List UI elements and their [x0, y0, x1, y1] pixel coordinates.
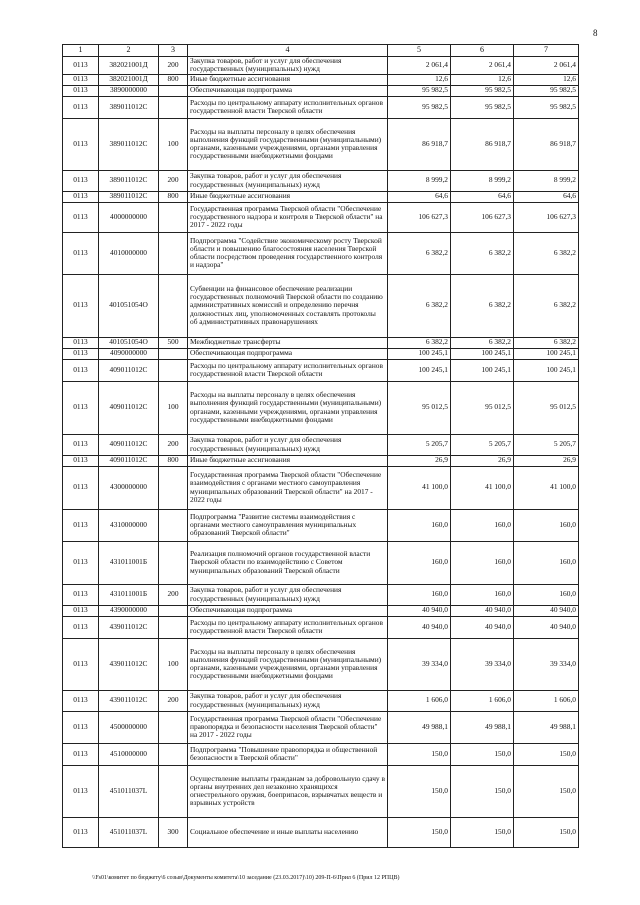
- expense-type-cell: [159, 202, 188, 232]
- amount-2017-cell: 40 940,0: [388, 605, 451, 616]
- target-code-cell: 431011001Б: [99, 541, 159, 584]
- amount-2019-cell: 41 100,0: [514, 466, 579, 509]
- amount-2019-cell: 8 999,2: [514, 170, 579, 191]
- amount-2018-cell: 64,6: [451, 191, 514, 202]
- header-col-7: 7: [514, 45, 579, 57]
- item-description-cell: Закупка товаров, работ и услуг для обеспечения государственных (муниципальных) нужд: [188, 434, 388, 455]
- header-col-6: 6: [451, 45, 514, 57]
- section-code-cell: 0113: [63, 74, 99, 85]
- target-code-cell: 431011001Б: [99, 584, 159, 605]
- section-code-cell: 0113: [63, 455, 99, 466]
- table-row: [63, 817, 579, 847]
- amount-2019-cell: 2 061,4: [514, 57, 579, 75]
- item-description-cell: Государственная программа Тверской области "Обеспечение взаимодействия с органами местного самоуправления муниципальных образований Тверской области" на 2017 - 2022 годы: [188, 466, 388, 509]
- amount-2017-cell: 100 245,1: [388, 359, 451, 381]
- section-code-cell: 0113: [63, 743, 99, 765]
- table-row: [63, 765, 579, 817]
- target-code-cell: 3890000000: [99, 85, 159, 96]
- target-code-cell: 439011012С: [99, 638, 159, 690]
- amount-2018-cell: 12,6: [451, 74, 514, 85]
- amount-2017-cell: 26,9: [388, 455, 451, 466]
- section-code-cell: 0113: [63, 337, 99, 348]
- amount-2019-cell: 26,9: [514, 455, 579, 466]
- item-description-cell: Субвенции на финансовое обеспечение реализации государственных полномочий Тверской области по созданию административных комиссий и определению перечня должностных лиц, уполномоченных составлять протоколы об административных правонарушениях: [188, 274, 388, 337]
- table-row: [63, 359, 579, 381]
- table-row: [63, 57, 579, 75]
- amount-2018-cell: 49 988,1: [451, 711, 514, 743]
- table-row: [63, 337, 579, 348]
- amount-2019-cell: 40 940,0: [514, 616, 579, 638]
- header-col-5: 5: [388, 45, 451, 57]
- section-code-cell: 0113: [63, 711, 99, 743]
- table-row: [63, 191, 579, 202]
- amount-2018-cell: 1 606,0: [451, 690, 514, 711]
- amount-2018-cell: 40 940,0: [451, 605, 514, 616]
- expense-type-cell: 800: [159, 74, 188, 85]
- amount-2018-cell: 150,0: [451, 765, 514, 817]
- target-code-cell: 401051054О: [99, 337, 159, 348]
- amount-2017-cell: 106 627,3: [388, 202, 451, 232]
- amount-2017-cell: 39 334,0: [388, 638, 451, 690]
- table-row: [63, 466, 579, 509]
- section-code-cell: 0113: [63, 57, 99, 75]
- amount-2017-cell: 160,0: [388, 584, 451, 605]
- amount-2018-cell: 160,0: [451, 584, 514, 605]
- item-description-cell: Государственная программа Тверской области "Обеспечение государственного надзора и контроля в Тверской области" на 2017 - 2022 годы: [188, 202, 388, 232]
- amount-2017-cell: 41 100,0: [388, 466, 451, 509]
- target-code-cell: 389011012С: [99, 118, 159, 170]
- item-description-cell: Расходы по центральному аппарату исполнительных органов государственной власти Тверской области: [188, 359, 388, 381]
- amount-2018-cell: 106 627,3: [451, 202, 514, 232]
- amount-2017-cell: 64,6: [388, 191, 451, 202]
- amount-2018-cell: 39 334,0: [451, 638, 514, 690]
- amount-2019-cell: 6 382,2: [514, 274, 579, 337]
- amount-2018-cell: 160,0: [451, 509, 514, 541]
- header-col-3: 3: [159, 45, 188, 57]
- item-description-cell: Социальное обеспечение и иные выплаты населению: [188, 817, 388, 847]
- expense-type-cell: 200: [159, 434, 188, 455]
- item-description-cell: Расходы на выплаты персоналу в целях обеспечения выполнения функций государственными (муниципальными) органами, казенными учреждениями, органами управления государственными внебюджетными фондами: [188, 381, 388, 434]
- budget-table: [62, 44, 579, 848]
- section-code-cell: 0113: [63, 541, 99, 584]
- item-description-cell: Иные бюджетные ассигнования: [188, 74, 388, 85]
- header-col-2: 2: [99, 45, 159, 57]
- target-code-cell: 409011012С: [99, 455, 159, 466]
- expense-type-cell: [159, 509, 188, 541]
- table-row: [63, 74, 579, 85]
- target-code-cell: 439011012С: [99, 690, 159, 711]
- table-row: [63, 509, 579, 541]
- amount-2017-cell: 5 205,7: [388, 434, 451, 455]
- item-description-cell: Подпрограмма "Повышение правопорядка и общественной безопасности в Тверской области": [188, 743, 388, 765]
- item-description-cell: Иные бюджетные ассигнования: [188, 191, 388, 202]
- expense-type-cell: [159, 466, 188, 509]
- section-code-cell: 0113: [63, 202, 99, 232]
- amount-2017-cell: 160,0: [388, 541, 451, 584]
- amount-2019-cell: 150,0: [514, 817, 579, 847]
- table-row: [63, 118, 579, 170]
- amount-2019-cell: 39 334,0: [514, 638, 579, 690]
- amount-2018-cell: 8 999,2: [451, 170, 514, 191]
- target-code-cell: 389011012С: [99, 170, 159, 191]
- table-row: [63, 743, 579, 765]
- table-row: [63, 455, 579, 466]
- expense-type-cell: 800: [159, 455, 188, 466]
- header-col-1: 1: [63, 45, 99, 57]
- expense-type-cell: [159, 605, 188, 616]
- amount-2019-cell: 6 382,2: [514, 337, 579, 348]
- expense-type-cell: [159, 96, 188, 118]
- expense-type-cell: [159, 711, 188, 743]
- amount-2019-cell: 6 382,2: [514, 232, 579, 274]
- amount-2019-cell: 95 982,5: [514, 85, 579, 96]
- target-code-cell: 439011012С: [99, 616, 159, 638]
- amount-2019-cell: 86 918,7: [514, 118, 579, 170]
- section-code-cell: 0113: [63, 118, 99, 170]
- expense-type-cell: 800: [159, 191, 188, 202]
- section-code-cell: 0113: [63, 359, 99, 381]
- amount-2019-cell: 40 940,0: [514, 605, 579, 616]
- item-description-cell: Подпрограмма "Содействие экономическому росту Тверской области и повышению благосостояния населения Тверской области посредством проведения государственного контроля и надзора": [188, 232, 388, 274]
- amount-2018-cell: 6 382,2: [451, 232, 514, 274]
- section-code-cell: 0113: [63, 509, 99, 541]
- table-row: [63, 711, 579, 743]
- amount-2018-cell: 40 940,0: [451, 616, 514, 638]
- target-code-cell: 401051054О: [99, 274, 159, 337]
- amount-2019-cell: 100 245,1: [514, 359, 579, 381]
- amount-2019-cell: 49 988,1: [514, 711, 579, 743]
- expense-type-cell: [159, 765, 188, 817]
- amount-2018-cell: 41 100,0: [451, 466, 514, 509]
- amount-2019-cell: 5 205,7: [514, 434, 579, 455]
- amount-2017-cell: 49 988,1: [388, 711, 451, 743]
- amount-2018-cell: 6 382,2: [451, 274, 514, 337]
- amount-2018-cell: 95 012,5: [451, 381, 514, 434]
- target-code-cell: 4390000000: [99, 605, 159, 616]
- table-row: [63, 381, 579, 434]
- amount-2017-cell: 40 940,0: [388, 616, 451, 638]
- amount-2017-cell: 2 061,4: [388, 57, 451, 75]
- section-code-cell: 0113: [63, 817, 99, 847]
- item-description-cell: Закупка товаров, работ и услуг для обеспечения государственных (муниципальных) нужд: [188, 170, 388, 191]
- target-code-cell: 382021001Д: [99, 57, 159, 75]
- item-description-cell: Подпрограмма "Развитие системы взаимодействия с органами местного самоуправления муниципальных образований Тверской области": [188, 509, 388, 541]
- amount-2017-cell: 150,0: [388, 765, 451, 817]
- expense-type-cell: [159, 616, 188, 638]
- expense-type-cell: 100: [159, 638, 188, 690]
- target-code-cell: 409011012С: [99, 381, 159, 434]
- table-row: [63, 232, 579, 274]
- amount-2017-cell: 6 382,2: [388, 337, 451, 348]
- section-code-cell: 0113: [63, 690, 99, 711]
- section-code-cell: 0113: [63, 466, 99, 509]
- target-code-cell: 389011012С: [99, 96, 159, 118]
- amount-2017-cell: 1 606,0: [388, 690, 451, 711]
- target-code-cell: 409011012С: [99, 359, 159, 381]
- expense-type-cell: 200: [159, 170, 188, 191]
- amount-2018-cell: 26,9: [451, 455, 514, 466]
- section-code-cell: 0113: [63, 434, 99, 455]
- section-code-cell: 0113: [63, 616, 99, 638]
- expense-type-cell: 300: [159, 817, 188, 847]
- item-description-cell: Расходы по центральному аппарату исполнительных органов государственной власти Тверской области: [188, 96, 388, 118]
- expense-type-cell: [159, 359, 188, 381]
- amount-2017-cell: 95 982,5: [388, 96, 451, 118]
- target-code-cell: 4300000000: [99, 466, 159, 509]
- expense-type-cell: 500: [159, 337, 188, 348]
- header-col-4: 4: [188, 45, 388, 57]
- amount-2018-cell: 95 982,5: [451, 85, 514, 96]
- amount-2018-cell: 160,0: [451, 541, 514, 584]
- amount-2018-cell: 6 382,2: [451, 337, 514, 348]
- expense-type-cell: 100: [159, 381, 188, 434]
- table-row: [63, 605, 579, 616]
- amount-2017-cell: 6 382,2: [388, 274, 451, 337]
- target-code-cell: 451011037L: [99, 817, 159, 847]
- amount-2017-cell: 86 918,7: [388, 118, 451, 170]
- table-row: [63, 638, 579, 690]
- expense-type-cell: 200: [159, 57, 188, 75]
- expense-type-cell: 100: [159, 118, 188, 170]
- amount-2019-cell: 95 012,5: [514, 381, 579, 434]
- section-code-cell: 0113: [63, 381, 99, 434]
- amount-2019-cell: 160,0: [514, 541, 579, 584]
- section-code-cell: 0113: [63, 96, 99, 118]
- section-code-cell: 0113: [63, 85, 99, 96]
- target-code-cell: 4090000000: [99, 348, 159, 359]
- table-row: [63, 85, 579, 96]
- amount-2018-cell: 150,0: [451, 817, 514, 847]
- target-code-cell: 451011037L: [99, 765, 159, 817]
- section-code-cell: 0113: [63, 348, 99, 359]
- target-code-cell: 4000000000: [99, 202, 159, 232]
- item-description-cell: Закупка товаров, работ и услуг для обеспечения государственных (муниципальных) нужд: [188, 584, 388, 605]
- expense-type-cell: [159, 348, 188, 359]
- expense-type-cell: 200: [159, 690, 188, 711]
- expense-type-cell: [159, 743, 188, 765]
- amount-2019-cell: 95 982,5: [514, 96, 579, 118]
- amount-2019-cell: 150,0: [514, 765, 579, 817]
- expense-type-cell: [159, 232, 188, 274]
- amount-2018-cell: 100 245,1: [451, 348, 514, 359]
- target-code-cell: 4010000000: [99, 232, 159, 274]
- item-description-cell: Осуществление выплаты гражданам за добровольную сдачу в органы внутренних дел незаконно хранящихся огнестрельного оружия, боеприпасов, взрывчатых веществ и взрывных устройств: [188, 765, 388, 817]
- table-row: [63, 616, 579, 638]
- item-description-cell: Расходы на выплаты персоналу в целях обеспечения выполнения функций государственными (муниципальными) органами, казенными учреждениями, органами управления государственными внебюджетными фондами: [188, 638, 388, 690]
- amount-2019-cell: 150,0: [514, 743, 579, 765]
- footer-path: \\Fs01\комитет по бюджету\6 созыв\Документы комитета\10 заседание (23.03.2017)\10) 209-П-6\Прил 6 (Прил 12 РПЦВ): [92, 875, 400, 881]
- section-code-cell: 0113: [63, 232, 99, 274]
- target-code-cell: 4510000000: [99, 743, 159, 765]
- amount-2019-cell: 160,0: [514, 509, 579, 541]
- item-description-cell: Закупка товаров, работ и услуг для обеспечения государственных (муниципальных) нужд: [188, 690, 388, 711]
- section-code-cell: 0113: [63, 191, 99, 202]
- expense-type-cell: [159, 541, 188, 584]
- item-description-cell: Реализация полномочий органов государственной власти Тверской области по взаимодействию с Советом муниципальных образований Тверской области: [188, 541, 388, 584]
- amount-2019-cell: 160,0: [514, 584, 579, 605]
- page-number: 8: [593, 28, 598, 38]
- item-description-cell: Расходы по центральному аппарату исполнительных органов государственной власти Тверской области: [188, 616, 388, 638]
- item-description-cell: Государственная программа Тверской области "Обеспечение правопорядка и безопасности населения Тверской области" на 2017 - 2022 годы: [188, 711, 388, 743]
- amount-2017-cell: 95 982,5: [388, 85, 451, 96]
- section-code-cell: 0113: [63, 274, 99, 337]
- amount-2018-cell: 2 061,4: [451, 57, 514, 75]
- amount-2019-cell: 64,6: [514, 191, 579, 202]
- amount-2017-cell: 150,0: [388, 743, 451, 765]
- amount-2018-cell: 95 982,5: [451, 96, 514, 118]
- amount-2019-cell: 100 245,1: [514, 348, 579, 359]
- section-code-cell: 0113: [63, 170, 99, 191]
- table-row: [63, 274, 579, 337]
- expense-type-cell: [159, 85, 188, 96]
- amount-2018-cell: 100 245,1: [451, 359, 514, 381]
- amount-2019-cell: 12,6: [514, 74, 579, 85]
- amount-2019-cell: 1 606,0: [514, 690, 579, 711]
- amount-2018-cell: 86 918,7: [451, 118, 514, 170]
- item-description-cell: Обеспечивающая подпрограмма: [188, 605, 388, 616]
- amount-2017-cell: 95 012,5: [388, 381, 451, 434]
- section-code-cell: 0113: [63, 584, 99, 605]
- table-row: [63, 348, 579, 359]
- target-code-cell: 389011012С: [99, 191, 159, 202]
- section-code-cell: 0113: [63, 765, 99, 817]
- table-row: [63, 541, 579, 584]
- amount-2017-cell: 150,0: [388, 817, 451, 847]
- amount-2018-cell: 150,0: [451, 743, 514, 765]
- amount-2017-cell: 6 382,2: [388, 232, 451, 274]
- target-code-cell: 4500000000: [99, 711, 159, 743]
- amount-2017-cell: 12,6: [388, 74, 451, 85]
- amount-2017-cell: 100 245,1: [388, 348, 451, 359]
- item-description-cell: Расходы на выплаты персоналу в целях обеспечения выполнения функций государственными (муниципальными) органами, казенными учреждениями, органами управления государственными внебюджетными фондами: [188, 118, 388, 170]
- item-description-cell: Межбюджетные трансферты: [188, 337, 388, 348]
- table-row: [63, 170, 579, 191]
- section-code-cell: 0113: [63, 638, 99, 690]
- table-row: [63, 202, 579, 232]
- item-description-cell: Закупка товаров, работ и услуг для обеспечения государственных (муниципальных) нужд: [188, 57, 388, 75]
- amount-2017-cell: 160,0: [388, 509, 451, 541]
- table-row: [63, 434, 579, 455]
- item-description-cell: Иные бюджетные ассигнования: [188, 455, 388, 466]
- target-code-cell: 4310000000: [99, 509, 159, 541]
- amount-2018-cell: 5 205,7: [451, 434, 514, 455]
- item-description-cell: Обеспечивающая подпрограмма: [188, 85, 388, 96]
- amount-2019-cell: 106 627,3: [514, 202, 579, 232]
- target-code-cell: 409011012С: [99, 434, 159, 455]
- header-row: [63, 45, 579, 57]
- table-row: [63, 96, 579, 118]
- table-row: [63, 690, 579, 711]
- amount-2017-cell: 8 999,2: [388, 170, 451, 191]
- item-description-cell: Обеспечивающая подпрограмма: [188, 348, 388, 359]
- expense-type-cell: [159, 274, 188, 337]
- expense-type-cell: 200: [159, 584, 188, 605]
- target-code-cell: 382021001Д: [99, 74, 159, 85]
- section-code-cell: 0113: [63, 605, 99, 616]
- table-row: [63, 584, 579, 605]
